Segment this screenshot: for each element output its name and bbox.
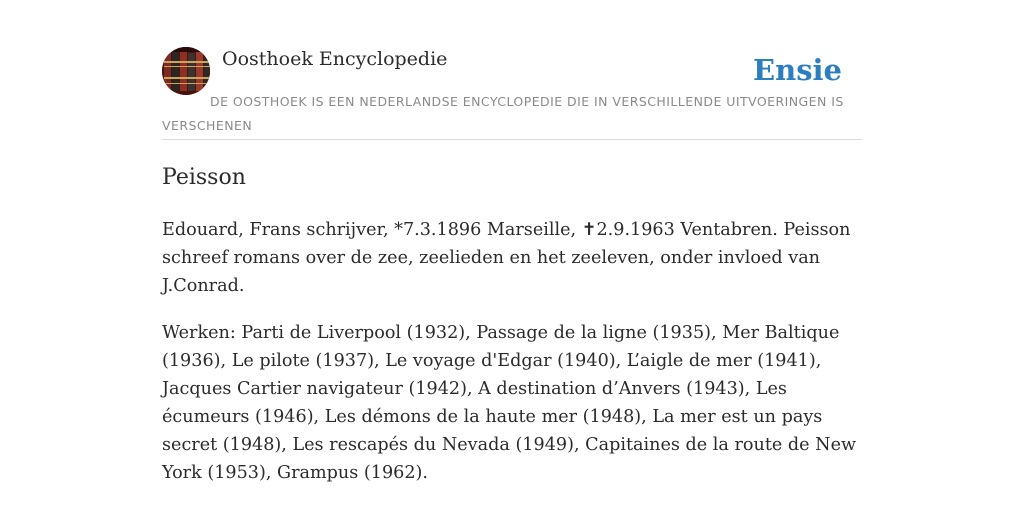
brand-logo-link[interactable]: Ensie (753, 53, 842, 87)
site-title[interactable]: Oosthoek Encyclopedie (222, 48, 448, 70)
article-title: Peisson (162, 165, 246, 190)
bookshelf-icon (162, 47, 210, 95)
article-body (162, 216, 862, 506)
site-header (162, 46, 862, 140)
article-paragraph: Werken: Parti de Liverpool (1932), Passage de la ligne (1935), Mer Baltique (1936), Le pilote (1937), Le voyage d'Edgar (1940), L’aigle de mer (1941), Jacques Cartier navigateur (1942), A destination d’Anvers (1943), Les écumeurs (1946), Les démons de la haute mer (1948), La mer est un pays secret (1948), Les rescapés du Nevada (1949), Capitaines de la route de New York (1953), Grampus (1962). (162, 323, 857, 483)
site-tagline: DE OOSTHOEK IS EEN NEDERLANDSE ENCYCLOPEDIE DIE IN VERSCHILLENDE UITVOERINGEN IS VERSCHENEN (162, 94, 844, 133)
article-paragraph: Edouard, Frans schrijver, *7.3.1896 Marseille, ✝2.9.1963 Ventabren. Peisson schreef romans over de zee, zeelieden en het zeeleven, onder invloed van J.Conrad. (162, 220, 851, 296)
encyclopedia-avatar[interactable] (162, 47, 210, 95)
